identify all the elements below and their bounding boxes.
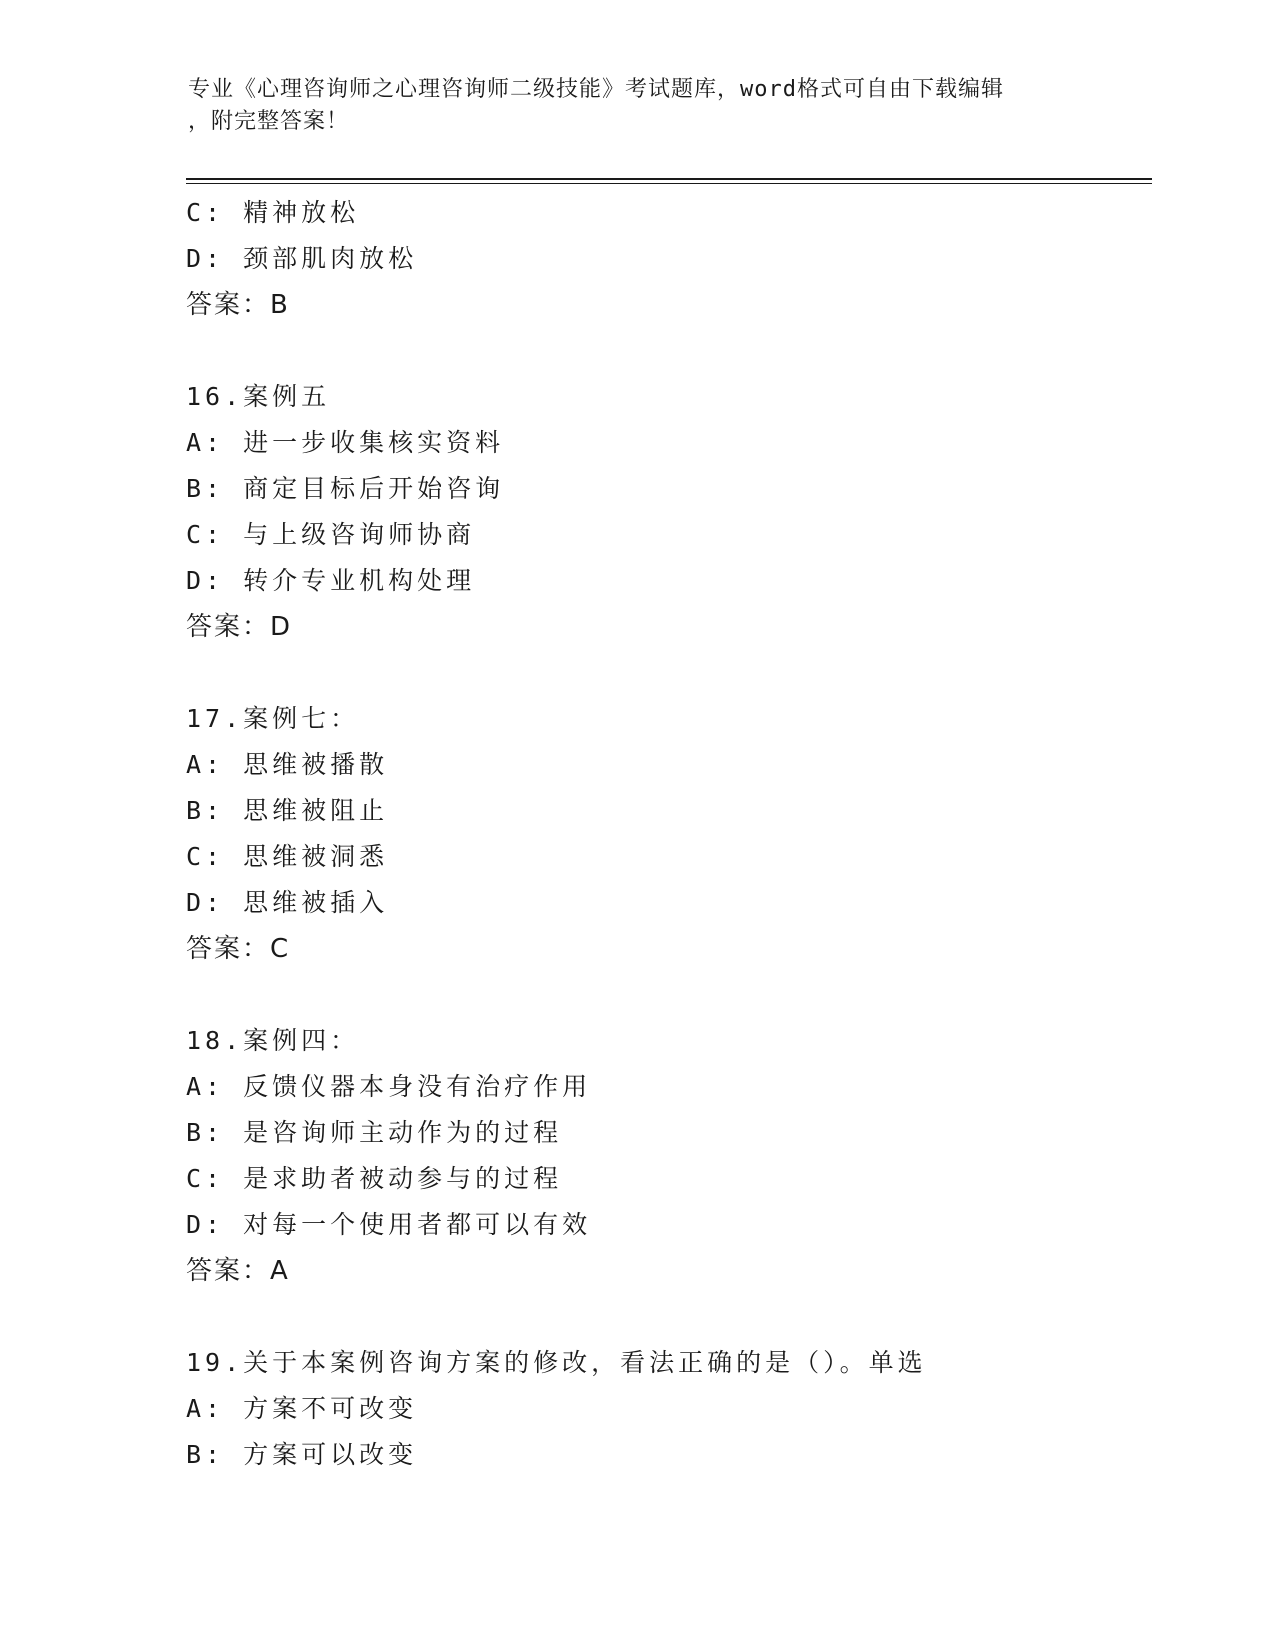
option-a: A: 思维被播散: [186, 750, 389, 779]
option-a: A: 进一步收集核实资料: [186, 428, 505, 457]
page-header: [188, 74, 1088, 138]
option-b: B: 商定目标后开始咨询: [186, 474, 505, 503]
option-c: C: 精神放松: [186, 198, 360, 227]
option-d: D: 对每一个使用者都可以有效: [186, 1210, 592, 1239]
question-title: 18.案例四：: [186, 1026, 360, 1055]
answer-line: 答案：B: [186, 290, 290, 320]
question-title: 17.案例七：: [186, 704, 360, 733]
option-d: D: 思维被插入: [186, 888, 389, 917]
option-b: B: 思维被阻止: [186, 796, 389, 825]
option-d: D: 转介专业机构处理: [186, 566, 476, 595]
spacer: [186, 328, 1146, 374]
spacer: [186, 972, 1146, 1018]
option-c: C: 与上级咨询师协商: [186, 520, 476, 549]
answer-line: 答案：A: [186, 1256, 290, 1286]
option-b: B: 方案可以改变: [186, 1440, 418, 1469]
spacer: [186, 1294, 1146, 1340]
header-divider-thin: [186, 183, 1152, 184]
header-title-line-1: 专业《心理咨询师之心理咨询师二级技能》考试题库，word格式可自由下载编辑: [188, 77, 1004, 102]
header-divider-thick: [186, 178, 1152, 180]
option-c: C: 是求助者被动参与的过程: [186, 1164, 563, 1193]
question-15-tail: [186, 190, 1146, 328]
question-title: 16.案例五: [186, 382, 331, 411]
option-a: A: 反馈仪器本身没有治疗作用: [186, 1072, 592, 1101]
option-a: A: 方案不可改变: [186, 1394, 418, 1423]
option-b: B: 是咨询师主动作为的过程: [186, 1118, 563, 1147]
question-19: [186, 1340, 1146, 1478]
answer-line: 答案：D: [186, 612, 293, 642]
question-list: [186, 190, 1146, 1478]
question-17: [186, 696, 1146, 972]
question-16: [186, 374, 1146, 650]
spacer: [186, 650, 1146, 696]
header-title-line-2: ，附完整答案！: [188, 109, 350, 134]
question-18: [186, 1018, 1146, 1294]
option-d: D: 颈部肌肉放松: [186, 244, 418, 273]
option-c: C: 思维被洞悉: [186, 842, 389, 871]
question-title: 19.关于本案例咨询方案的修改，看法正确的是（）。单选: [186, 1348, 927, 1377]
answer-line: 答案：C: [186, 934, 291, 964]
